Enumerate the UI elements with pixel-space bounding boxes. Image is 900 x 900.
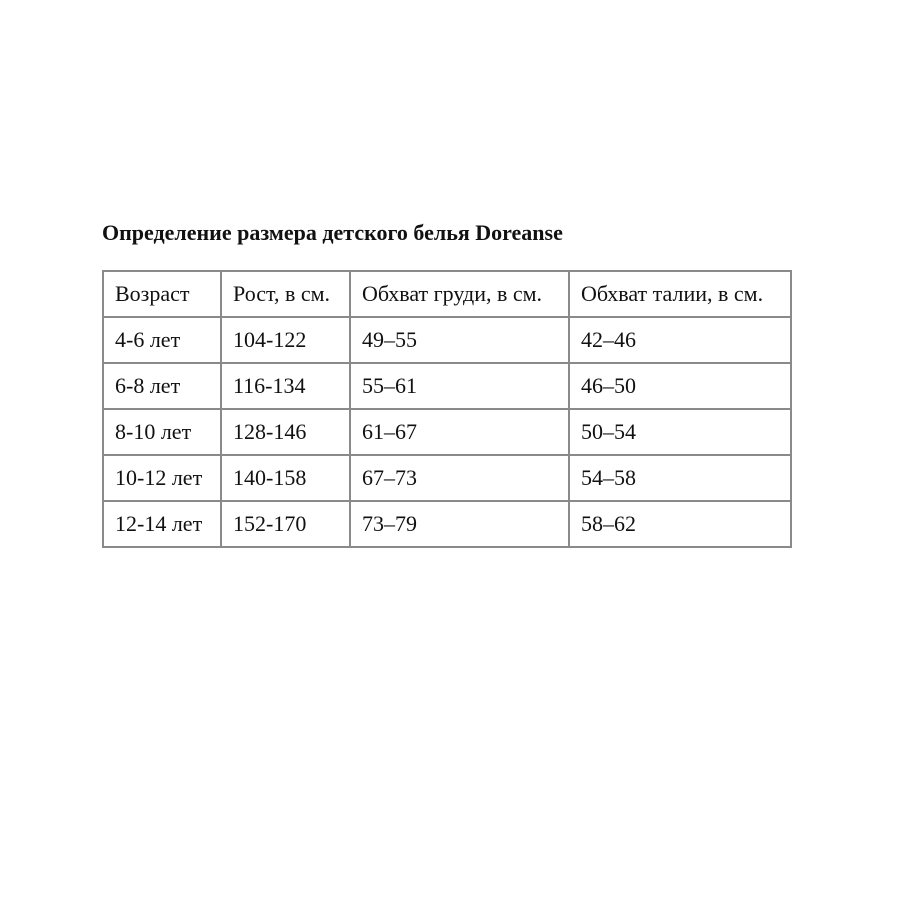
cell-age: 6-8 лет <box>103 363 221 409</box>
size-table <box>102 270 792 548</box>
cell-age: 8-10 лет <box>103 409 221 455</box>
cell-height: 128-146 <box>221 409 350 455</box>
cell-height: 152-170 <box>221 501 350 547</box>
cell-height: 116-134 <box>221 363 350 409</box>
cell-chest: 73–79 <box>350 501 569 547</box>
cell-chest: 61–67 <box>350 409 569 455</box>
cell-chest: 55–61 <box>350 363 569 409</box>
cell-waist: 58–62 <box>569 501 791 547</box>
header-waist: Обхват талии, в см. <box>569 271 791 317</box>
table-row <box>103 501 791 547</box>
cell-chest: 67–73 <box>350 455 569 501</box>
header-chest: Обхват груди, в см. <box>350 271 569 317</box>
header-age: Возраст <box>103 271 221 317</box>
table-row <box>103 363 791 409</box>
page-title: Определение размера детского белья Doreanse <box>102 220 563 245</box>
cell-waist: 50–54 <box>569 409 791 455</box>
cell-age: 10-12 лет <box>103 455 221 501</box>
cell-waist: 54–58 <box>569 455 791 501</box>
cell-waist: 42–46 <box>569 317 791 363</box>
table-row <box>103 455 791 501</box>
cell-age: 12-14 лет <box>103 501 221 547</box>
table-header-row <box>103 271 791 317</box>
cell-waist: 46–50 <box>569 363 791 409</box>
table-row <box>103 409 791 455</box>
header-height: Рост, в см. <box>221 271 350 317</box>
cell-height: 140-158 <box>221 455 350 501</box>
cell-age: 4-6 лет <box>103 317 221 363</box>
cell-chest: 49–55 <box>350 317 569 363</box>
table-row <box>103 317 791 363</box>
cell-height: 104-122 <box>221 317 350 363</box>
